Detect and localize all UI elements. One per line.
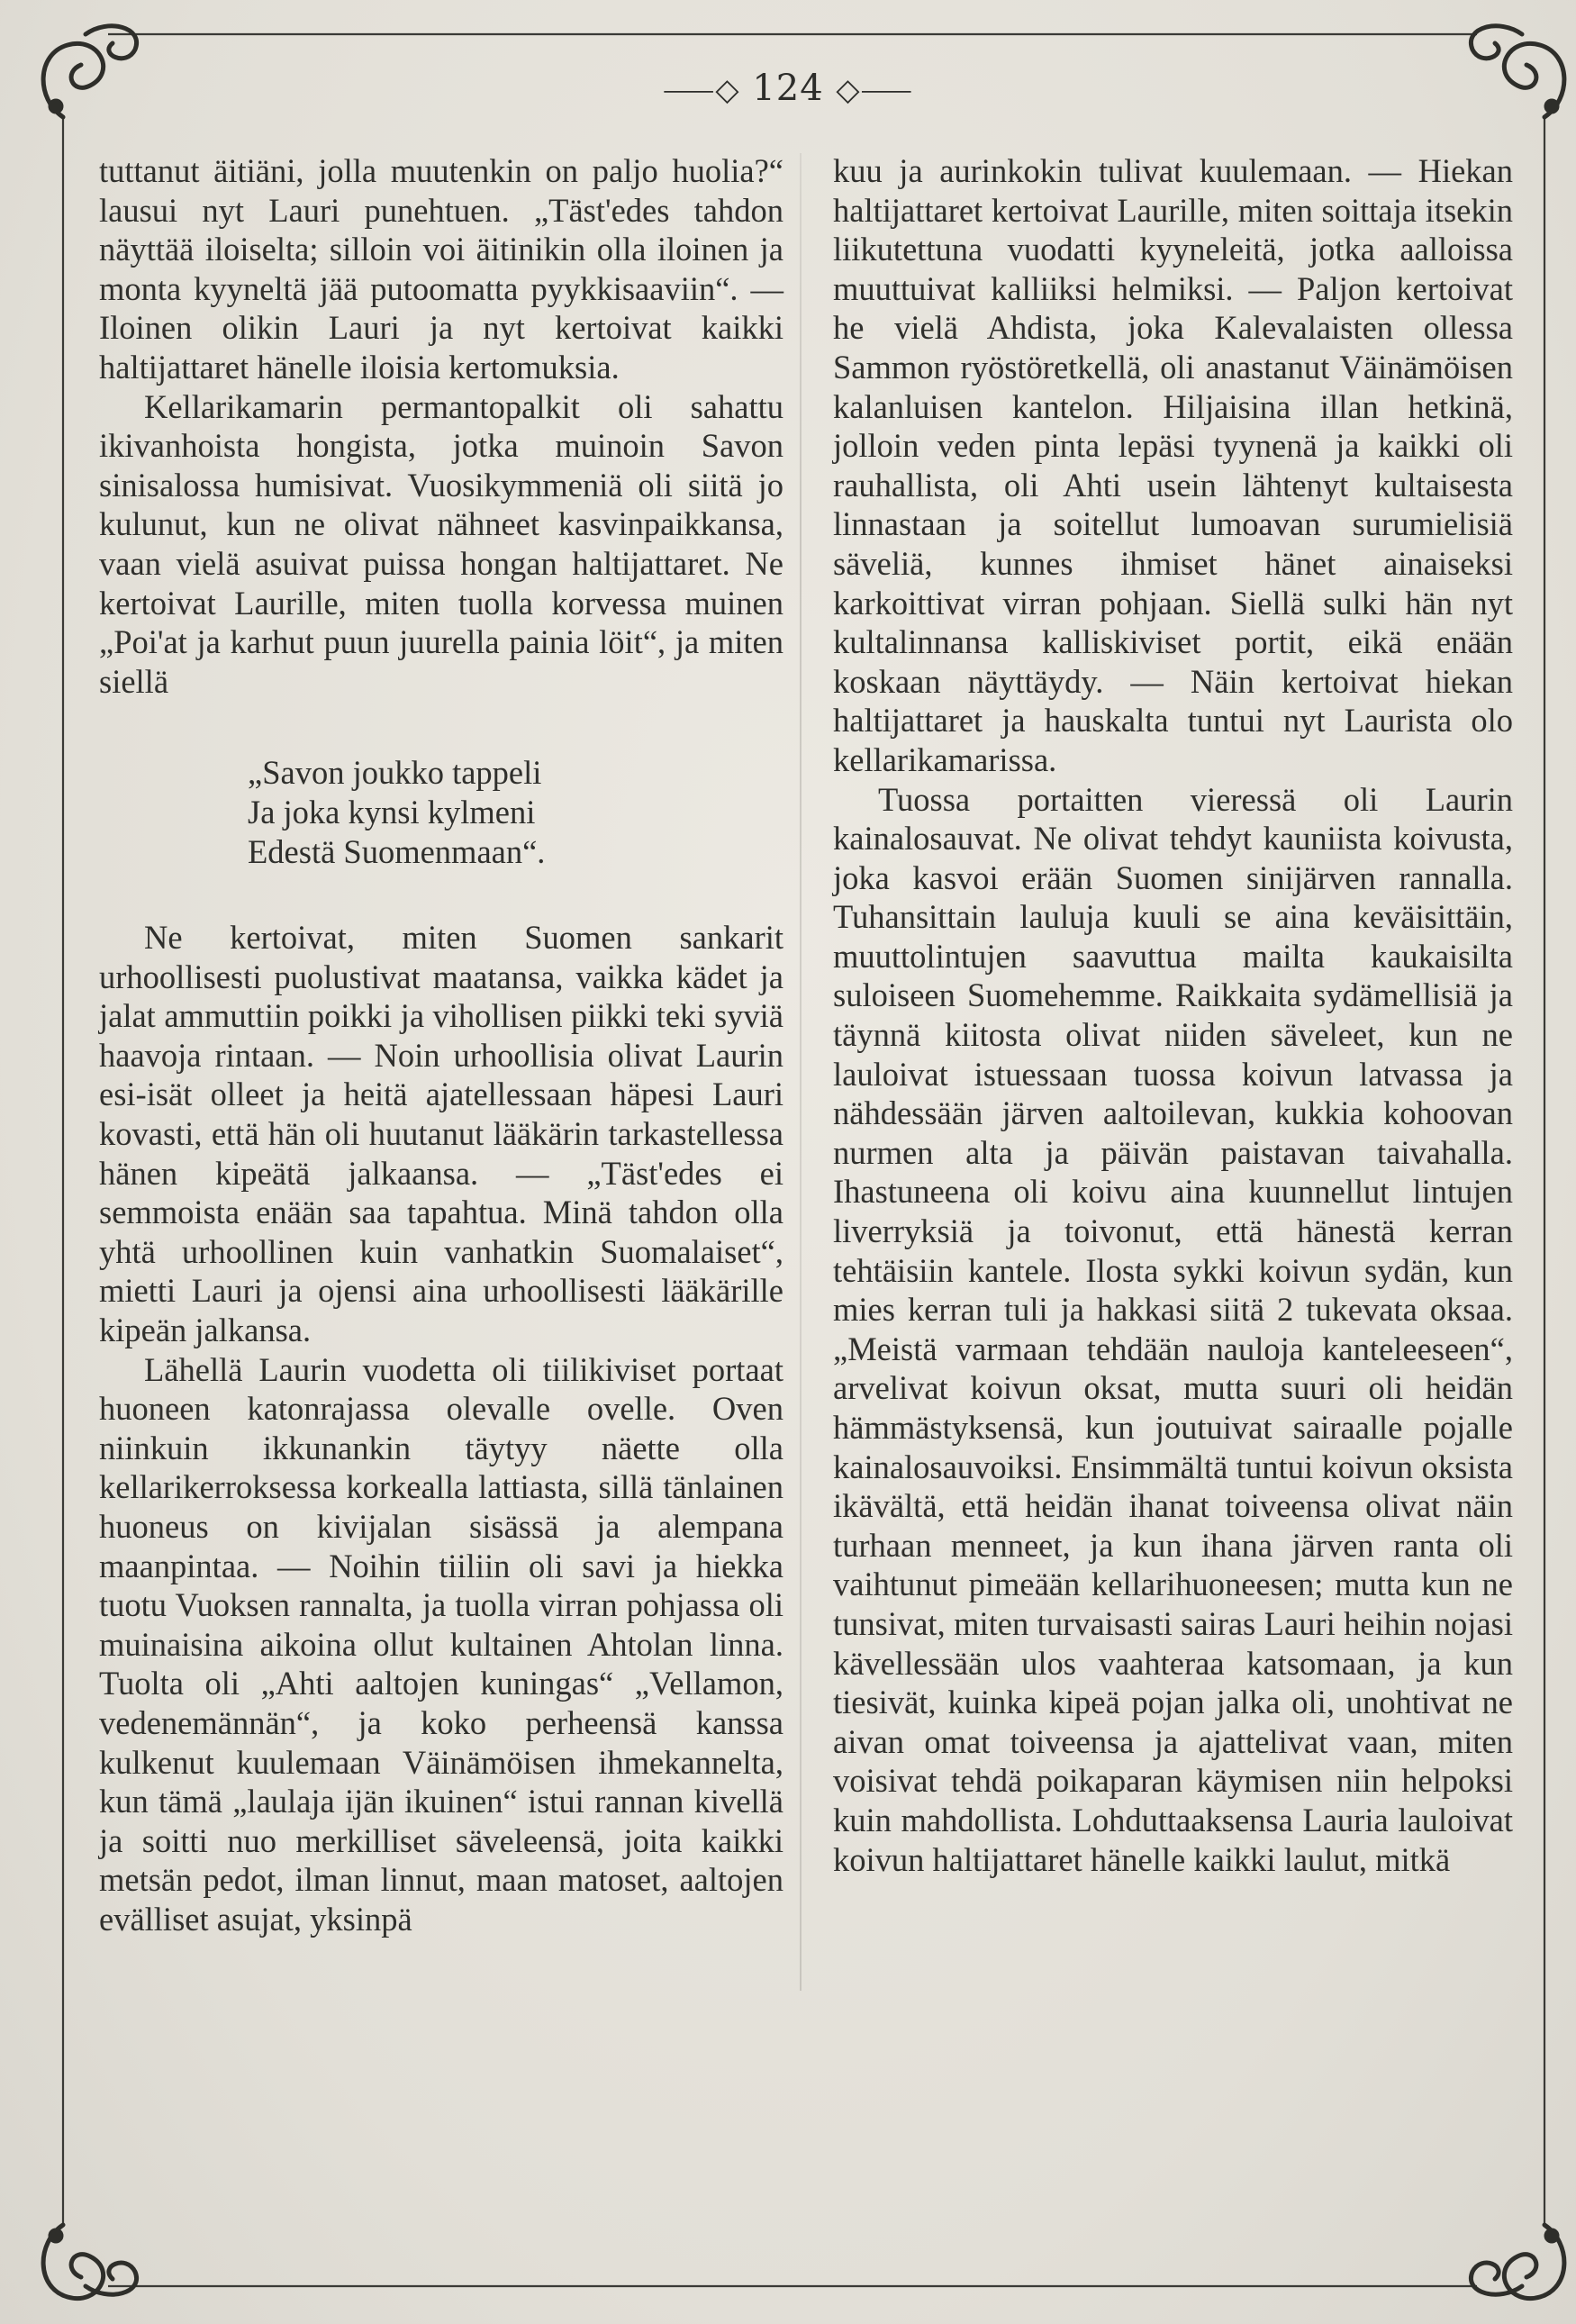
verse-line: Ja joka kynsi kylmeni xyxy=(248,793,536,831)
corner-flourish-bottom-left xyxy=(43,2225,136,2299)
verse-line: Edestä Suomenmaan“. xyxy=(248,832,546,870)
verse-block xyxy=(248,753,783,871)
column-divider xyxy=(800,153,802,1991)
verse-line: „Savon joukko tappeli xyxy=(248,754,542,792)
paragraph: Lähellä Laurin vuodetta oli tiilikiviset portaat huoneen katonrajassa olevalle ovelle. Oven niinkuin ikkunankin täytyy näette olla kellarikerroksessa korkealla lattiasta, sillä tänlainen huoneus on kivijalan sisässä ja alempana maanpintaa. — Noihin tiiliin oli savi ja hiekka tuotu Vuoksen rannalta, ja tuolla virran pohjassa oli muinaisina aikoina ollut kultainen Ahtolan linna. Tuolta oli „Ahti aaltojen kuningas“ „Vellamon, vedenemännän“, ja koko perheensä kanssa kulkenut kuulemaan Väinämöisen ihmekannelta, kun tämä „laulaja ijän ikuinen“ istui rannan kivellä ja soitti nuo merkilliset säveleensä, joita kaikki metsän pedot, ilman linnut, maan matoset, aaltojen evälliset asujat, yksinpä xyxy=(99,1350,783,1938)
paragraph: Kellarikamarin permantopalkit oli sahattu ikivanhoista hongista, jotka muinoin Savon sinisalossa humisivat. Vuosikymmeniä oli siitä jo kulunut, kun ne olivat nähneet kasvinpaikkansa, vaan vielä asuivat puissa hongan haltijattaret. Ne kertoivat Laurille, miten tuolla korvessa muinen „Poi'at ja karhut puun juurella painia löit“, ja miten siellä xyxy=(99,387,783,700)
paragraph: Ne kertoivat, miten Suomen sankarit urhoollisesti puolustivat maatansa, vaikka kädet ja jalat ammuttiin poikki ja vihollisen piikki teki syviä haavoja rintaan. — Noin urhoollisia olivat Laurin esi-isät olleet ja heitä ajatellessaan häpesi Lauri kovasti, että hän oli huutanut lääkärin tarkastellessa hänen kipeätä jalkaansa. — „Täst'edes ei semmoista enään saa tapahtua. Minä tahdon olla yhtä urhoollinen kuin vanhatkin Suomalaiset“, mietti Lauri ja ojensi aina urhoollisesti lääkärille kipeän jalkansa. xyxy=(99,919,783,1349)
paragraph: Tuossa portaitten vieressä oli Laurin kainalosauvat. Ne olivat tehdyt kauniista koivusta, joka kasvoi erään Suomen sinijärven rannalla. Tuhansittain lauluja kuuli se aina keväisittäin, muuttolintujen saavuttua mailta kaukaisilta suloiseen Suomehemme. Raikkaita sydämellisiä ja täynnä kiitosta olivat niiden säveleet, kun ne lauloivat istuessaan tuossa koivun latvassa ja nähdessään järven aaltoilevan, kukkia kohoovan nurmen alta ja päivän paistavan taivahalla. Ihastuneena oli koivu aina kuunnellut lintujen liverryksiä ja toivonut, että hänestä kerran tehtäisiin kantele. Ilosta sykki koivun sydän, kun mies kerran tuli ja hakkasi siitä 2 tukevata oksaa. „Meistä varmaan tehdään nauloja kanteleeseen“, arvelivat koivun oksat, mutta suuri oli heidän hämmästyksensä, kun joutuivat sairaalle pojalle kainalosauvoiksi. Ensimmältä tuntui koivun oksista ikävältä, että heidän ihanat toiveensa olivat näin turhaan menneet, ja kun ihana järven ranta oli vaihtunut pimeään kellarihuoneesen; mutta kun ne tunsivat, miten turvaisasti sairas Lauri heihin nojasi kävellessään ulos vaahteraa katsomaan, ja kun tiesivät, kuinka kipeä pojan jalka oli, unohtivat ne aivan omat toiveensa ja ajattelivat vaan, miten voisivat tehdä poikaparan käymisen niin helpoksi kuin mahdollista. Lohduttaaksensa Lauria lauloivat koivun haltijattaret hänelle kaikki laulut, mitkä xyxy=(833,780,1513,1878)
page-number: 124 xyxy=(752,68,824,109)
right-column xyxy=(833,151,1513,1879)
paragraph: kuu ja aurinkokin tulivat kuulemaan. — Hiekan haltijattaret kertoivat Laurille, miten soittaja itsekin liikutettuna vuodatti kyyneleitä, jotka aalloissa muuttuivat kalliiksi helmiksi. — Paljon kertoivat he vielä Ahdista, joka Kalevalaisten ollessa Sammon ryöstöretkellä, oli anastanut Väinämöisen kalanluisen kantelon. Hiljaisina illan hetkinä, jolloin veden pinta lepäsi tyynenä ja kaikki oli rauhallista, oli Ahti usein lähtenyt kultaisesta linnastaan ja soitellut lumoavan surumielisiä säveliä, kunnes ihmiset hänet ainaiseksi karkoittivat virran pohjaan. Siellä sulki hän nyt kultalinnansa kalliskiviset portit, eikä enään koskaan näyttäydy. — Näin kertoivat hiekan haltijattaret ja hauskalta tuntui nyt Laurista olo kellarikamarissa. xyxy=(833,152,1513,778)
header-ornament-left: ⸺◇ xyxy=(662,72,740,108)
header-ornament-right: ◇⸺ xyxy=(836,72,914,108)
corner-flourish-bottom-right xyxy=(1471,2225,1563,2299)
page-number-header xyxy=(0,65,1576,109)
paragraph: tuttanut äitiäni, jolla muutenkin on paljo huolia?“ lausui nyt Lauri punehtuen. „Täst'edes tahdon näyttää iloiselta; silloin voi äitinikin olla iloinen ja monta kyyneltä jää putoomatta pyykkisaaviin“. — Iloinen olikin Lauri ja nyt kertoivat kaikki haltijattaret hänelle iloisia kertomuksia. xyxy=(99,152,783,386)
left-column xyxy=(99,151,783,1939)
